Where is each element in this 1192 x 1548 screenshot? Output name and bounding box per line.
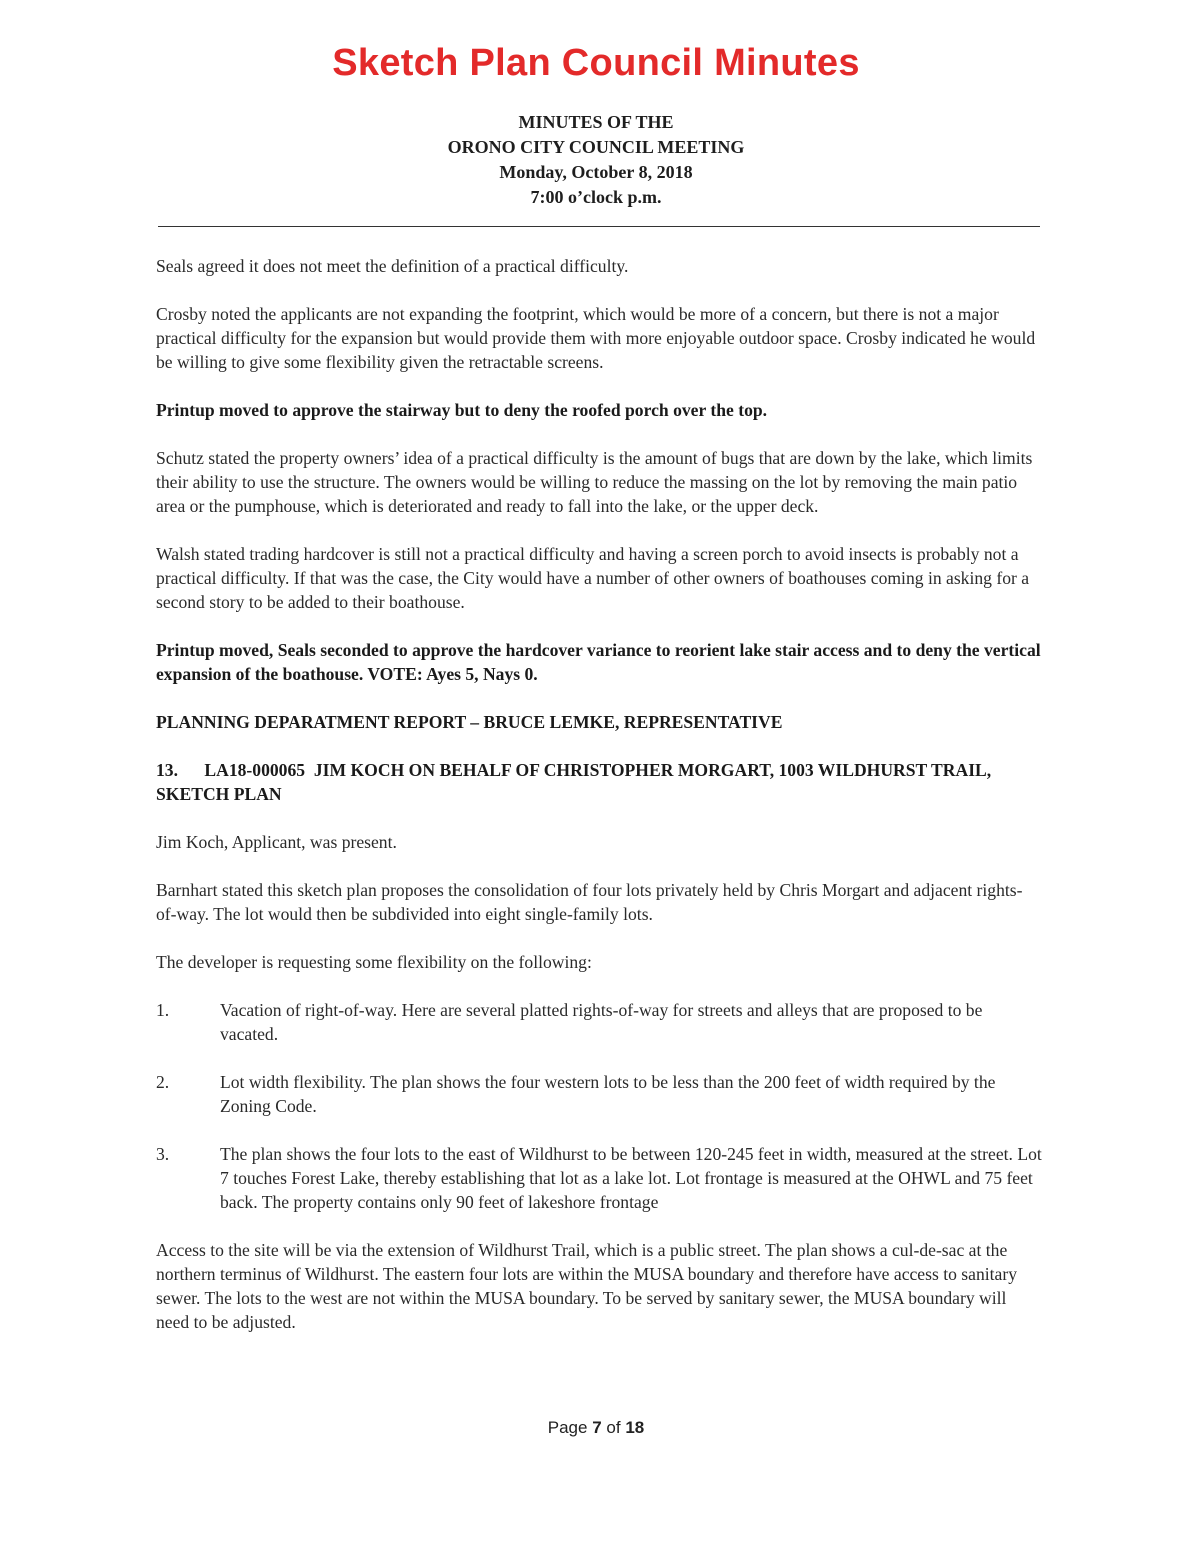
minutes-body <box>156 254 1042 1358</box>
motion: Printup moved to approve the stairway but to deny the roofed porch over the top. <box>156 400 768 420</box>
section-heading: PLANNING DEPARATMENT REPORT – BRUCE LEMKE, REPRESENTATIVE <box>156 712 783 732</box>
list-number: 2. <box>156 1072 170 1092</box>
paragraph: Schutz stated the property owners’ idea of a practical difficulty is the amount of bugs that are down by the lake, which limits their ability to use the structure. The owners would be willing to reduce the massing on the lot by removing the main patio area or the pumphouse, which is deteriorated and ready to fall into the lake, or the upper deck. <box>156 448 1033 516</box>
paragraph: Walsh stated trading hardcover is still not a practical difficulty and having a screen porch to avoid insects is probably not a practical difficulty. If that was the case, the City would have a number of other owners of boathouses coming in asking for a second story to be added to their boathouse. <box>156 544 1030 612</box>
list-item <box>156 998 1042 1046</box>
item-heading: 13. LA18-000065 JIM KOCH ON BEHALF OF CHRISTOPHER MORGART, 1003 WILDHURST TRAIL, SKETCH PLAN <box>156 760 996 804</box>
list-text: The plan shows the four lots to the east of Wildhurst to be between 120-245 feet in width, measured at the street. Lot 7 touches Forest Lake, thereby establishing that lot as a lake lot. Lot frontage is measured at the OHWL and 75 feet back. The property contains only 90 feet of lakeshore frontage <box>220 1144 1042 1212</box>
banner-title: Sketch Plan Council Minutes <box>332 42 860 84</box>
list-item <box>156 1070 1042 1118</box>
list-text: Vacation of right-of-way. Here are several platted rights-of-way for streets and alleys that are proposed to be vacated. <box>220 1000 983 1044</box>
minutes-header <box>0 110 1192 210</box>
list-item <box>156 1142 1042 1214</box>
paragraph: Access to the site will be via the extension of Wildhurst Trail, which is a public street. The plan shows a cul-de-sac at the northern terminus of Wildhurst. The eastern four lots are within the MUSA boundary and therefore have access to sanitary sewer. The lots to the west are not within the MUSA boundary. To be served by sanitary sewer, the MUSA boundary will need to be adjusted. <box>156 1240 1017 1332</box>
header-line-2: ORONO CITY COUNCIL MEETING <box>447 137 745 157</box>
header-time: 7:00 o’clock p.m. <box>530 187 662 207</box>
paragraph: Jim Koch, Applicant, was present. <box>156 832 397 852</box>
list-text: Lot width flexibility. The plan shows the four western lots to be less than the 200 feet of width required by the Zoning Code. <box>220 1072 996 1116</box>
of-label: of <box>606 1418 621 1437</box>
header-divider <box>158 226 1040 227</box>
paragraph: Barnhart stated this sketch plan proposes the consolidation of four lots privately held by Chris Morgart and adjacent rights-of-way. The lot would then be subdivided into eight single-family lots. <box>156 880 1023 924</box>
header-line-1: MINUTES OF THE <box>518 112 674 132</box>
paragraph: Crosby noted the applicants are not expanding the footprint, which would be more of a concern, but there is not a major practical difficulty for the expansion but would provide them with more enjoyable outdoor space. Crosby indicated he would be willing to give some flexibility given the retractable screens. <box>156 304 1036 372</box>
page-number <box>0 1418 1192 1438</box>
current-page: 7 <box>592 1418 602 1437</box>
header-date: Monday, October 8, 2018 <box>499 162 693 182</box>
motion-vote: Printup moved, Seals seconded to approve the hardcover variance to reorient lake stair access and to deny the vertical expansion of the boathouse. VOTE: Ayes 5, Nays 0. <box>156 640 1041 684</box>
total-pages: 18 <box>625 1418 645 1437</box>
list-number: 3. <box>156 1144 170 1164</box>
flexibility-list <box>156 998 1042 1214</box>
paragraph: Seals agreed it does not meet the definition of a practical difficulty. <box>156 256 629 276</box>
list-number: 1. <box>156 1000 170 1020</box>
paragraph: The developer is requesting some flexibility on the following: <box>156 952 592 972</box>
page-label: Page <box>547 1418 588 1437</box>
